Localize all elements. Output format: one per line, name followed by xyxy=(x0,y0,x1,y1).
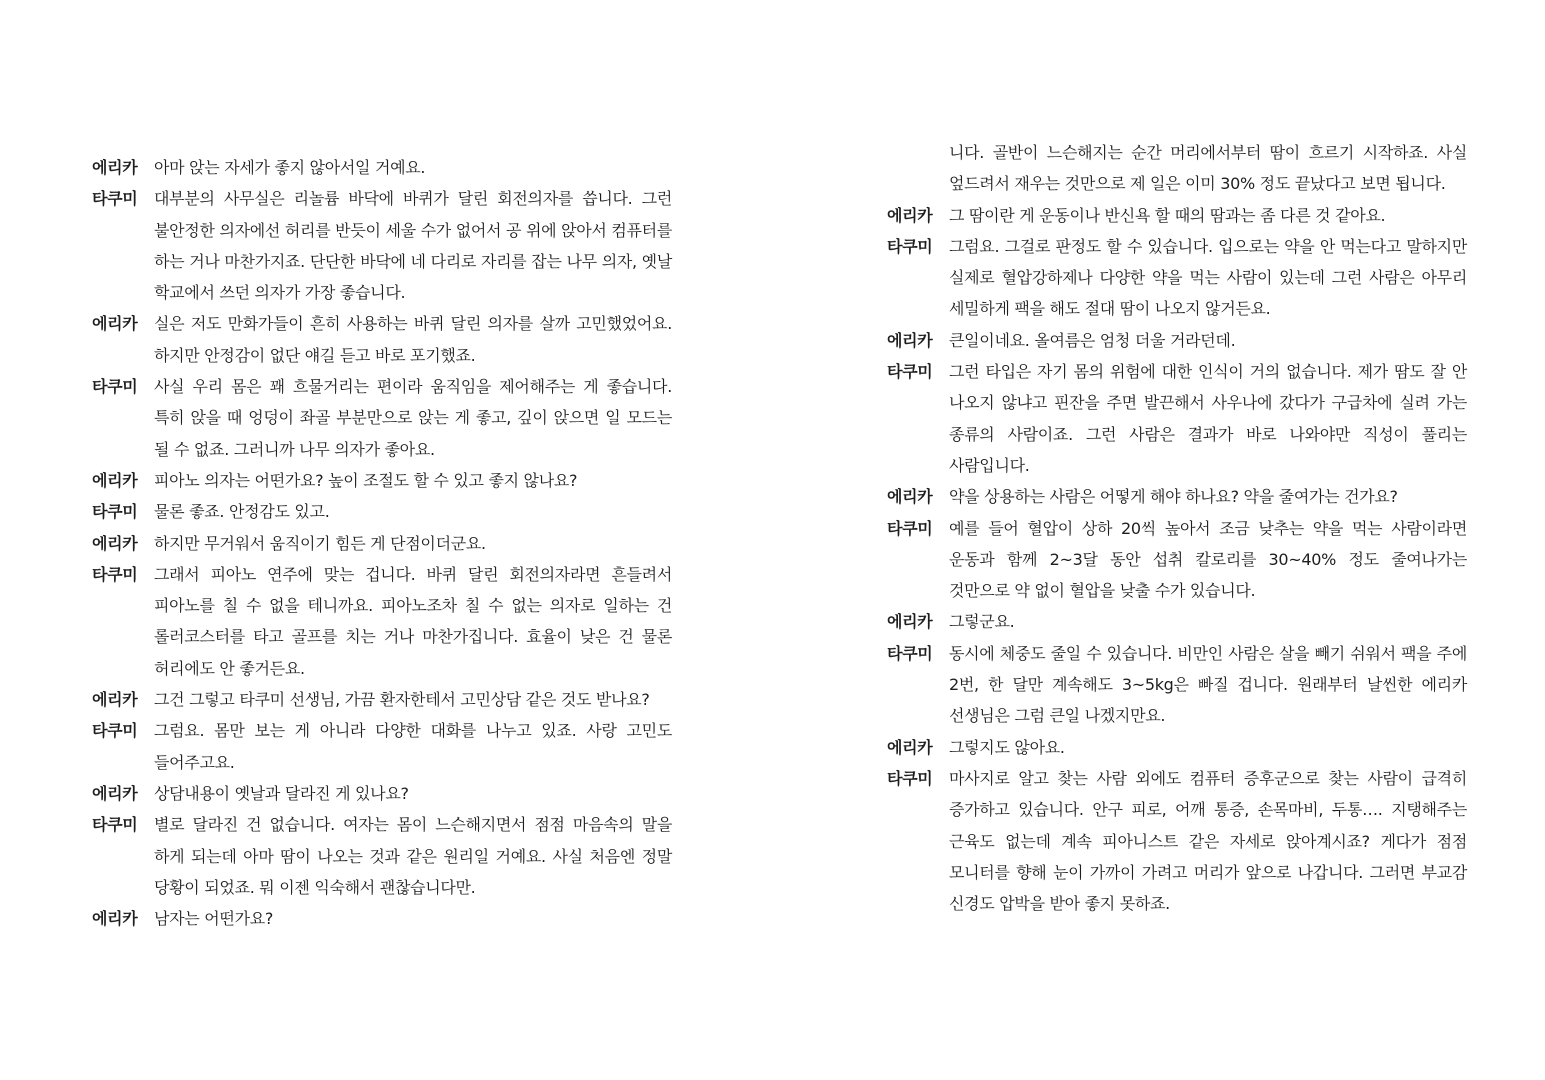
speaker-name: 타쿠미 xyxy=(887,518,933,538)
dialogue-text: 물론 좋죠. 안정감도 있고. xyxy=(154,502,330,522)
dialogue-line xyxy=(887,325,1467,356)
dialogue-text: 그 땀이란 게 운동이나 반신욕 할 때의 땀과는 좀 다른 것 같아요. xyxy=(949,205,1386,225)
speaker-name: 에리카 xyxy=(92,533,138,553)
speaker-name: 타쿠미 xyxy=(92,721,138,741)
dialogue-line xyxy=(887,763,1467,919)
dialogue-line xyxy=(92,152,672,183)
dialogue-line xyxy=(887,606,1467,637)
speaker-name: 에리카 xyxy=(92,470,138,490)
dialogue-line xyxy=(887,513,1467,607)
dialogue-text: 큰일이네요. 올여름은 엄청 더울 거라던데. xyxy=(949,330,1236,350)
dialogue-text: 남자는 어떤가요? xyxy=(154,909,274,929)
dialogue-text: 그렇지도 않아요. xyxy=(949,737,1065,757)
speaker-name: 타쿠미 xyxy=(92,377,138,397)
dialogue-line xyxy=(92,715,672,778)
dialogue-line xyxy=(92,778,672,809)
dialogue-text: 하지만 무거워서 움직이기 힘든 게 단점이더군요. xyxy=(154,533,486,553)
dialogue-line-continued xyxy=(887,137,1467,200)
speaker-name: 타쿠미 xyxy=(92,564,138,584)
speaker-name: 에리카 xyxy=(887,330,933,350)
dialogue-line xyxy=(92,809,672,903)
dialogue-text: 마사지로 알고 찾는 사람 외에도 컴퓨터 증후군으로 찾는 사람이 급격히 증가하고 있습니다. 안구 피로, 어깨 통증, 손목마비, 두통…. 지탱해주는 근육도 없는데 계속 피아니스트 같은 자세로 앉아계시죠? 게다가 점점 모니터를 향해 눈이 가까이 가려고 머리가 앞으로 나갑니다. 그러면 부교감 신경도 압박을 받아 좋지 못하죠. xyxy=(949,768,1467,914)
speaker-name: 에리카 xyxy=(92,314,138,334)
speaker-name: 타쿠미 xyxy=(887,236,933,256)
dialogue-line xyxy=(92,183,672,308)
dialogue-text: 그렇군요. xyxy=(949,612,1015,632)
dialogue-text: 피아노 의자는 어떤가요? 높이 조절도 할 수 있고 좋지 않나요? xyxy=(154,470,578,490)
dialogue-text: 니다. 골반이 느슨해지는 순간 머리에서부터 땀이 흐르기 시작하죠. 사실 엎드려서 재우는 것만으로 제 일은 이미 30% 정도 끝났다고 보면 됩니다. xyxy=(949,143,1467,194)
speaker-name: 타쿠미 xyxy=(92,502,138,522)
dialogue-text: 사실 우리 몸은 꽤 흐물거리는 편이라 움직임을 제어해주는 게 좋습니다. 특히 앉을 때 엉덩이 좌골 부분만으로 앉는 게 좋고, 깊이 앉으면 일 모드는 될 수 없죠. 그러니까 나무 의자가 좋아요. xyxy=(154,377,672,459)
dialogue-text: 예를 들어 혈압이 상하 20씩 높아서 조금 낮추는 약을 먹는 사람이라면 운동과 함께 2~3달 동안 섭취 칼로리를 30~40% 정도 줄여나가는 것만으로 약 없이 혈압을 낮출 수가 있습니다. xyxy=(949,518,1467,601)
dialogue-text: 그럼요. 그걸로 판정도 할 수 있습니다. 입으로는 약을 안 먹는다고 말하지만 실제로 혈압강하제나 다양한 약을 먹는 사람이 있는데 그런 사람은 아무리 세밀하게 팩을 해도 절대 땀이 나오지 않거든요. xyxy=(949,236,1467,319)
dialogue-text: 동시에 체중도 줄일 수 있습니다. 비만인 사람은 살을 빼기 쉬워서 팩을 주에 2번, 한 달만 계속해도 3~5kg은 빠질 겁니다. 원래부터 날씬한 에리카 선생님은 그럼 큰일 나겠지만요. xyxy=(949,643,1467,726)
dialogue-line xyxy=(92,684,672,715)
dialogue-text: 그런 타입은 자기 몸의 위험에 대한 인식이 거의 없습니다. 제가 땀도 잘 안 나오지 않냐고 핀잔을 주면 발끈해서 사우나에 갔다가 구급차에 실려 가는 종류의 사람이죠. 그런 사람은 결과가 바로 나와야만 직성이 풀리는 사람입니다. xyxy=(949,362,1467,475)
speaker-name: 에리카 xyxy=(887,612,933,632)
right-column xyxy=(887,137,1467,919)
dialogue-line xyxy=(887,481,1467,512)
dialogue-line xyxy=(92,308,672,371)
dialogue-text: 상담내용이 옛날과 달라진 게 있나요? xyxy=(154,783,409,803)
dialogue-line xyxy=(887,732,1467,763)
speaker-name: 에리카 xyxy=(92,909,138,929)
dialogue-text: 그래서 피아노 연주에 맞는 겁니다. 바퀴 달린 회전의자라면 흔들려서 피아노를 칠 수 없을 테니까요. 피아노조차 칠 수 없는 의자로 일하는 건 롤러코스터를 타고 골프를 치는 거나 마찬가집니다. 효율이 낮은 건 물론 허리에도 안 좋거든요. xyxy=(154,564,672,678)
dialogue-line xyxy=(92,496,672,527)
speaker-name: 에리카 xyxy=(887,487,933,507)
speaker-name: 에리카 xyxy=(92,783,138,803)
speaker-name: 타쿠미 xyxy=(887,362,933,382)
dialogue-text: 그럼요. 몸만 보는 게 아니라 다양한 대화를 나누고 있죠. 사랑 고민도 들어주고요. xyxy=(154,721,672,772)
dialogue-text: 별로 달라진 건 없습니다. 여자는 몸이 느슨해지면서 점점 마음속의 말을 하게 되는데 아마 땀이 나오는 것과 같은 원리일 거예요. 사실 처음엔 정말 당황이 되었죠. 뭐 이젠 익숙해서 괜찮습니다만. xyxy=(154,815,672,897)
dialogue-line xyxy=(92,371,672,465)
dialogue-text: 실은 저도 만화가들이 흔히 사용하는 바퀴 달린 의자를 살까 고민했었어요. 하지만 안정감이 없단 얘길 듣고 바로 포기했죠. xyxy=(154,314,672,365)
dialogue-line xyxy=(92,903,672,934)
dialogue-line xyxy=(887,200,1467,231)
speaker-name: 에리카 xyxy=(92,690,138,710)
speaker-name: 타쿠미 xyxy=(92,815,138,835)
speaker-name: 에리카 xyxy=(887,737,933,757)
dialogue-line xyxy=(887,231,1467,325)
dialogue-text: 대부분의 사무실은 리놀륨 바닥에 바퀴가 달린 회전의자를 씁니다. 그런 불안정한 의자에선 허리를 반듯이 세울 수가 없어서 공 위에 앉아서 컴퓨터를 하는 거나 마찬가지죠. 단단한 바닥에 네 다리로 자리를 잡는 나무 의자, 옛날 학교에서 쓰던 의자가 가장 좋습니다. xyxy=(154,189,672,303)
dialogue-text: 아마 앉는 자세가 좋지 않아서일 거예요. xyxy=(154,158,426,177)
speaker-name: 에리카 xyxy=(92,158,138,177)
dialogue-line xyxy=(92,559,672,684)
dialogue-text: 그건 그렇고 타쿠미 선생님, 가끔 환자한테서 고민상담 같은 것도 받나요? xyxy=(154,690,650,710)
speaker-name: 타쿠미 xyxy=(92,189,138,209)
speaker-name: 타쿠미 xyxy=(887,768,933,788)
speaker-name: 에리카 xyxy=(887,205,933,225)
dialogue-line xyxy=(887,356,1467,481)
left-column xyxy=(92,152,672,934)
dialogue-line xyxy=(92,465,672,496)
dialogue-text: 약을 상용하는 사람은 어떻게 해야 하나요? 약을 줄여가는 건가요? xyxy=(949,487,1398,507)
dialogue-line xyxy=(887,638,1467,732)
dialogue-line xyxy=(92,528,672,559)
speaker-name: 타쿠미 xyxy=(887,643,933,663)
